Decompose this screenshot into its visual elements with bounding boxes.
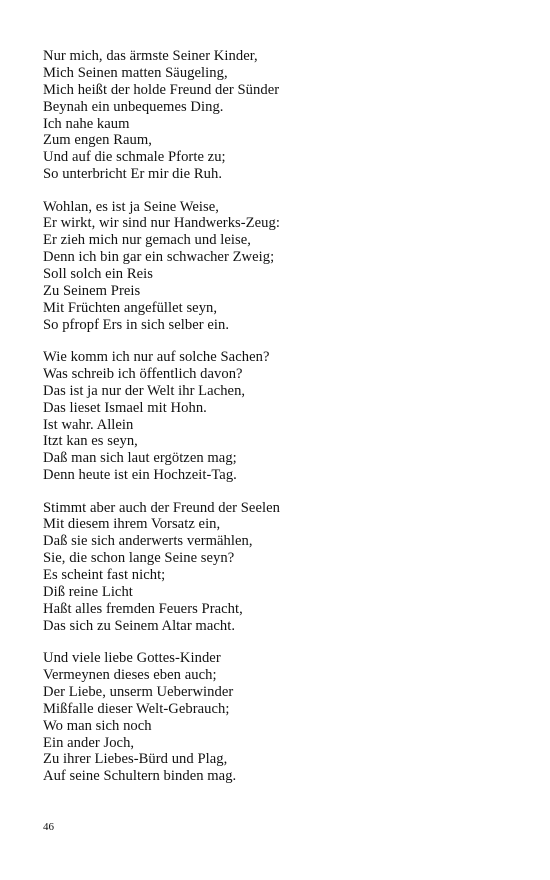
- page-number: 46: [43, 821, 54, 833]
- verse-line: Das ist ja nur der Welt ihr Lachen,: [43, 382, 246, 399]
- verse-line: Er zieh mich nur gemach und leise,: [43, 232, 251, 249]
- verse-line: Ein ander Joch,: [43, 734, 135, 751]
- poem-body: [43, 48, 513, 801]
- verse-line: Mißfalle dieser Welt-Gebrauch;: [43, 700, 230, 717]
- verse-line: So pfropf Ers in sich selber ein.: [43, 316, 230, 333]
- verse-line: Der Liebe, unserm Ueberwinder: [43, 683, 234, 700]
- verse-line: Ich nahe kaum: [43, 115, 130, 132]
- verse-line: Auf seine Schultern binden mag.: [43, 768, 237, 785]
- verse-line: Daß sie sich anderwerts vermählen,: [43, 533, 253, 550]
- verse-line: Mit diesem ihrem Vorsatz ein,: [43, 516, 221, 533]
- verse-line: Wie komm ich nur auf solche Sachen?: [43, 349, 270, 366]
- verse-line: Und viele liebe Gottes-Kinder: [43, 650, 221, 667]
- verse-line: Er wirkt, wir sind nur Handwerks-Zeug:: [43, 215, 280, 232]
- verse-line: Mit Früchten angefüllet seyn,: [43, 299, 218, 316]
- verse-line: Denn heute ist ein Hochzeit-Tag.: [43, 467, 237, 484]
- verse-line: Zu ihrer Liebes-Bürd und Plag,: [43, 751, 228, 768]
- stanza-1: [43, 48, 513, 183]
- verse-line: Itzt kan es seyn,: [43, 433, 138, 450]
- verse-line: Wohlan, es ist ja Seine Weise,: [43, 198, 219, 215]
- verse-line: Es scheint fast nicht;: [43, 567, 166, 584]
- verse-line: Was schreib ich öffentlich davon?: [43, 365, 243, 382]
- verse-line: Zum engen Raum,: [43, 132, 152, 149]
- verse-line: Daß man sich laut ergötzen mag;: [43, 450, 237, 467]
- verse-line: Das lieset Ismael mit Hohn.: [43, 399, 207, 416]
- verse-line: Denn ich bin gar ein schwacher Zweig;: [43, 249, 275, 266]
- verse-line: Sie, die schon lange Seine seyn?: [43, 550, 235, 567]
- verse-line: Nur mich, das ärmste Seiner Kinder,: [43, 48, 258, 64]
- stanza-2: [43, 199, 513, 334]
- verse-line: Mich Seinen matten Säugeling,: [43, 64, 228, 81]
- stanza-4: [43, 500, 513, 635]
- stanza-5: [43, 650, 513, 785]
- verse-line: Zu Seinem Preis: [43, 282, 141, 299]
- verse-line: Haßt alles fremden Feuers Pracht,: [43, 600, 243, 617]
- verse-line: So unterbricht Er mir die Ruh.: [43, 166, 223, 183]
- verse-line: Ist wahr. Allein: [43, 416, 134, 433]
- verse-line: Stimmt aber auch der Freund der Seelen: [43, 499, 280, 516]
- verse-line: Diß reine Licht: [43, 584, 133, 600]
- verse-line: Und auf die schmale Pforte zu;: [43, 149, 226, 166]
- verse-line: Beynah ein unbequemes Ding.: [43, 98, 224, 115]
- verse-line: Vermeynen dieses eben auch;: [43, 666, 217, 683]
- stanza-3: [43, 349, 513, 484]
- verse-line: Soll solch ein Reis: [43, 266, 153, 283]
- verse-line: Das sich zu Seinem Altar macht.: [43, 617, 236, 634]
- verse-line: Mich heißt der holde Freund der Sünder: [43, 81, 280, 98]
- verse-line: Wo man sich noch: [43, 717, 152, 734]
